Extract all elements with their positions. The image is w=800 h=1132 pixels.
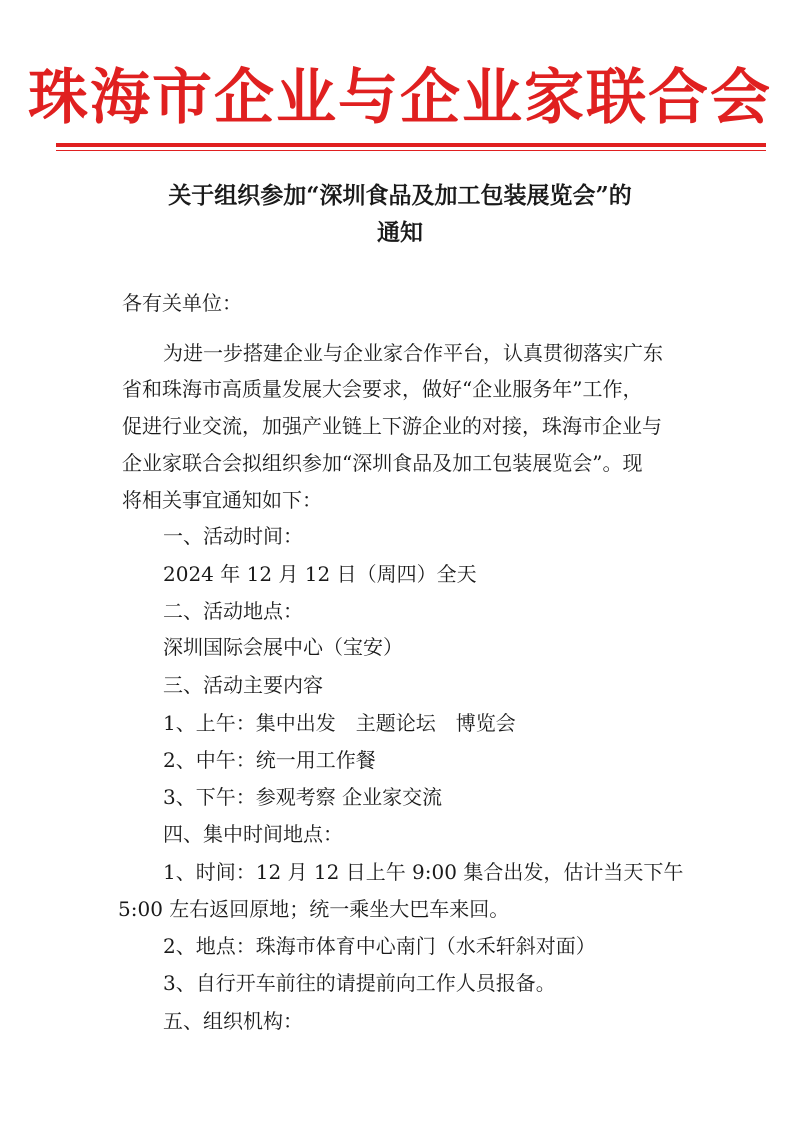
- letterhead-title: 珠海市企业与企业家联合会: [28, 63, 772, 133]
- intro-paragraph-line: 省和珠海市高质量发展大会要求，做好“企业服务年”工作，: [122, 377, 643, 401]
- intro-paragraph-line: 为进一步搭建企业与企业家合作平台，认真贯彻落实广东: [163, 341, 663, 365]
- content-item: 1、上午：集中出发 主题论坛 博览会: [163, 711, 516, 735]
- section-heading-time: 一、活动时间：: [163, 524, 303, 548]
- self-drive-note: 3、自行开车前往的请提前向工作人员报备。: [163, 971, 556, 995]
- notice-title-line-1: 关于组织参加“深圳食品及加工包装展览会”的: [168, 182, 632, 209]
- intro-paragraph-line: 将相关事宜通知如下：: [122, 488, 322, 512]
- letterhead-rule-thin: [56, 150, 766, 151]
- assembly-place: 2、地点：珠海市体育中心南门（水禾轩斜对面）: [163, 934, 596, 958]
- assembly-time-line: 1、时间：12 月 12 日上午 9:00 集合出发，估计当天下午: [163, 860, 684, 884]
- section-heading-place: 二、活动地点：: [163, 599, 303, 623]
- section-heading-content: 三、活动主要内容: [163, 673, 323, 697]
- notice-title-line-2: 通知: [377, 219, 423, 246]
- intro-paragraph-line: 促进行业交流，加强产业链上下游企业的对接，珠海市企业与: [122, 414, 662, 438]
- content-item: 3、下午：参观考察 企业家交流: [163, 785, 443, 809]
- salutation: 各有关单位：: [122, 291, 242, 315]
- section-heading-assembly: 四、集中时间地点：: [163, 822, 343, 846]
- section-heading-organization: 五、组织机构：: [163, 1009, 303, 1033]
- assembly-time-line: 5:00 左右返回原地；统一乘坐大巴车来回。: [118, 897, 510, 921]
- event-date: 2024 年 12 月 12 日（周四）全天: [163, 562, 477, 586]
- letterhead-rule-thick: [56, 143, 766, 147]
- content-item: 2、中午：统一用工作餐: [163, 748, 376, 772]
- intro-paragraph-line: 企业家联合会拟组织参加“深圳食品及加工包装展览会”。现: [122, 451, 643, 475]
- event-venue: 深圳国际会展中心（宝安）: [163, 635, 403, 659]
